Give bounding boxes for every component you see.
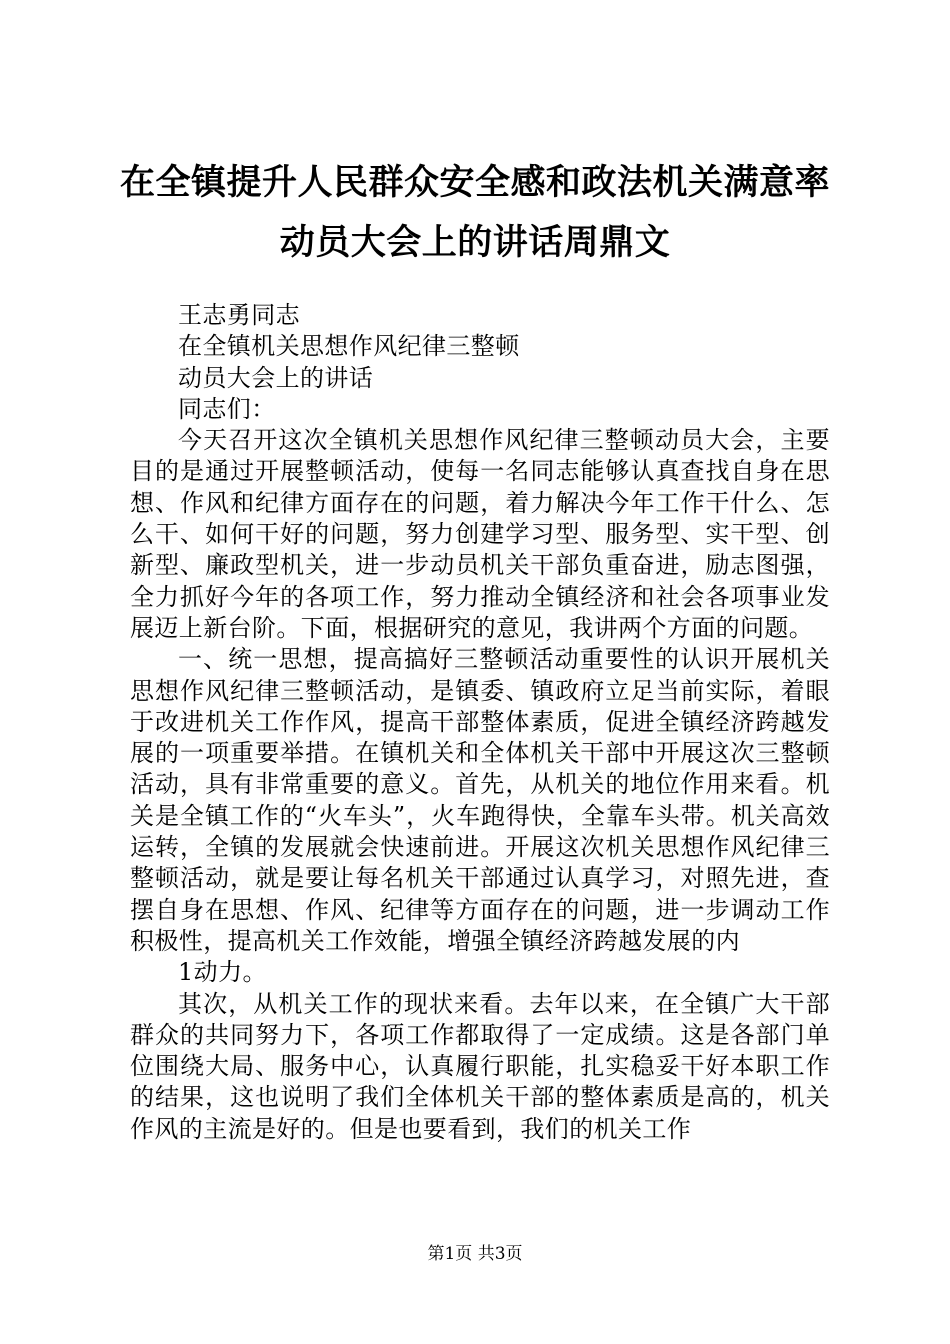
paragraph-speaker: 王志勇同志 [178,301,300,329]
paragraph-meeting-name: 在全镇机关思想作风纪律三整顿 [178,332,520,361]
document-title-line-1: 在全镇提升人民群众安全感和政法机关满意率 [120,162,831,203]
paragraph-secondly: 其次，从机关工作的现状来看。去年以来，在全镇广大干部群众的共同努力下，各项工作都取得了一定成绩。这是各部门单位围绕大局、服务中心，认真履行职能，扎实稳妥干好本职工作的结果，这也说明了我们全体机关干部的整体素质是高的，机关作风的主流是好的。但是也要看到，我们的机关工作 [130,989,830,1143]
page-footer: 第1页 共3页 [427,1244,523,1264]
document-body [130,300,830,1145]
paragraph-fragment: 1动力。 [178,958,267,987]
paragraph-section-one: 一、统一思想，提高搞好三整顿活动重要性的认识开展机关思想作风纪律三整顿活动，是镇委、镇政府立足当前实际，着眼于改进机关工作作风，提高干部整体素质，促进全镇经济跨越发展的一项重要举措。在镇机关和全体机关干部中开展这次三整顿活动，具有非常重要的意义。首先，从机关的地位作用来看。机关是全镇工作的“火车头”，火车跑得快，全靠车头带。机关高效运转，全镇的发展就会快速前进。开展这次机关思想作风纪律三整顿活动，就是要让每名机关干部通过认真学习，对照先进，查摆自身在思想、作风、纪律等方面存在的问题，进一步调动工作积极性，提高机关工作效能，增强全镇经济跨越发展的内 [130,645,830,955]
paragraph-meeting-subtitle: 动员大会上的讲话 [178,363,374,392]
paragraph-salutation: 同志们： [178,394,276,423]
paragraph-intro: 今天召开这次全镇机关思想作风纪律三整顿动员大会，主要目的是通过开展整顿活动，使每一名同志能够认真查找自身在思想、作风和纪律方面存在的问题，着力解决今年工作干什么、怎么干、如何干好的问题，努力创建学习型、服务型、实干型、创新型、廉政型机关，进一步动员机关干部负重奋进，励志图强，全力抓好今年的各项工作，努力推动全镇经济和社会各项事业发展迈上新台阶。下面，根据研究的意见，我讲两个方面的问题。 [130,426,830,642]
document-title-line-2: 动员大会上的讲话周鼎文 [279,222,671,263]
